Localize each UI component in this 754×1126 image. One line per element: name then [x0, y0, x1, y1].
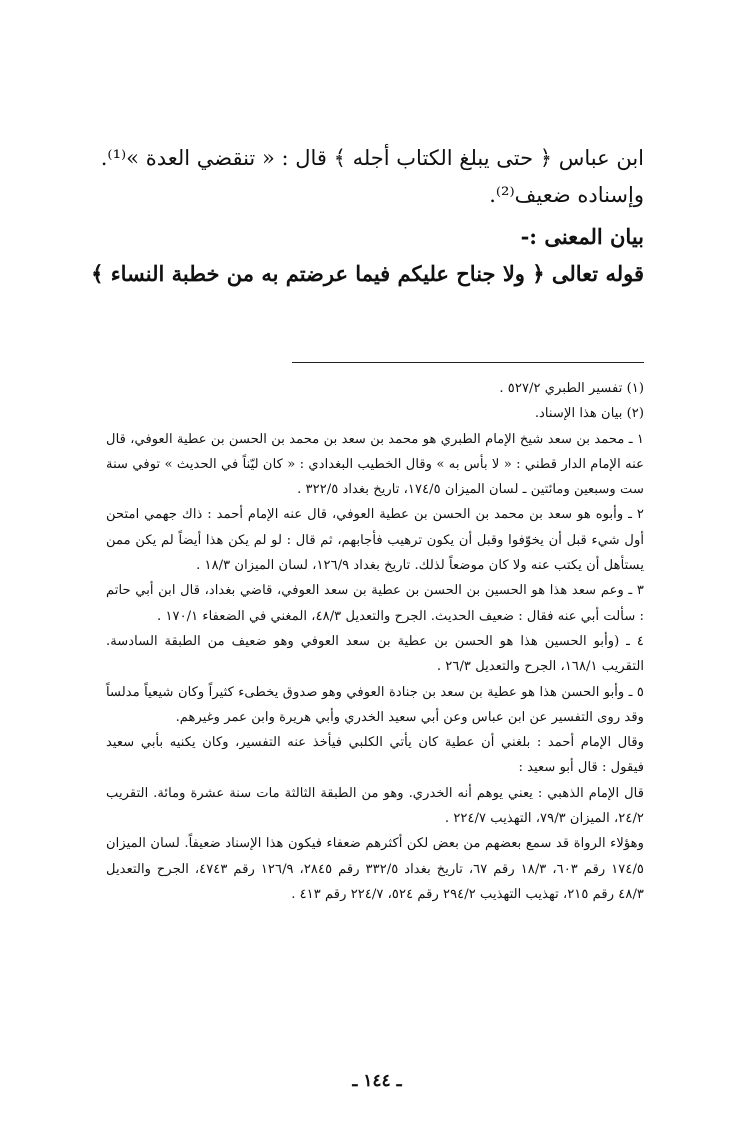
- footnote-1: (١) تفسير الطبري ٥٢٧/٢ .: [499, 381, 644, 396]
- footnote-separator: [292, 362, 644, 363]
- narrator-2: ٢ ـ وأبوه هو سعد بن محمد بن الحسن بن عطية العوفي، قال عنه الإمام أحمد : ذاك جهمي امتحن أول شيء قبل أن يخوّفوا وقبل أن يكون ترهيب فأجابهم، ثم قال : لو لم يكن هذا أيضاً لم يكن ممن يستأهل أن يكتب عنه ولا كان موضعاً لذلك. تاريخ بغداد ١٢٦/٩، لسان الميزان ١٨/٣ .: [106, 507, 644, 574]
- note-conclusion: وهؤلاء الرواة قد سمع بعضهم من بعض لكن أكثرهم ضعفاء فيكون هذا الإسناد ضعيفاً. لسان الميزان ١٧٤/٥ رقم ٦٠٣، ١٨/٣ رقم ٦٧، تاريخ بغداد ٣٣٢/٥ رقم ٢٨٤٥، ١٢٦/٩ رقم ٤٧٤٣، الجرح والتعديل ٤٨/٣ رقم ٢١٥، تهذيب التهذيب ٢٩٤/٢ رقم ٥٢٤، ٢٢٤/٧ رقم ٤١٣ .: [106, 836, 644, 902]
- narrator-3: ٣ ـ وعم سعد هذا هو الحسين بن الحسن بن عطية بن سعد العوفي، قاضي بغداد، قال ابن أبي حاتم : سألت أبي عنه فقال : ضعيف الحديث. الجرح والتعديل ٤٨/٣، المغني في الضعفاء ١٧٠/١ .: [106, 583, 644, 624]
- narrator-4: ٤ ـ (وأبو الحسين هذا هو الحسن بن عطية بن سعد العوفي وهو ضعيف من الطبقة السادسة. التقريب ١٦٨/١، الجرح والتعديل ٢٦/٣ .: [106, 633, 644, 675]
- note-ahmad: وقال الإمام أحمد : بلغني أن عطية كان يأتي الكلبي فيأخذ عنه التفسير، وكان يكنيه بأبي سعيد فيقول : قال أبو سعيد :: [106, 735, 644, 776]
- main-text: [91, 140, 644, 292]
- main-line-1: ابن عباس ﴿ حتى يبلغ الكتاب أجله ﴾ قال : « تنقضي العدة »⁽¹⁾.: [100, 146, 644, 170]
- section-heading: بيان المعنى :-: [520, 224, 644, 249]
- note-dhahabi: قال الإمام الذهبي : يعني يوهم أنه الخدري. وهو من الطبقة الثالثة مات سنة عشرة ومائة. التقريب ٢٤/٢، الميزان ٧٩/٣، التهذيب ٢٢٤/٧ .: [106, 785, 644, 827]
- narrator-5: ٥ ـ وأبو الحسن هذا هو عطية بن سعد بن جنادة العوفي وهو صدوق يخطىء كثيراً وكان شيعياً مدلساً وقد روى التفسير عن ابن عباس وعن أبي سعيد الخدري وأبي هريرة وابن عمر وغيرهم.: [106, 684, 644, 725]
- narrator-1: ١ ـ محمد بن سعد شيخ الإمام الطبري هو محمد بن سعد بن محمد بن الحسن بن عطية العوفي، قال عنه الإمام الدار قطني : « لا بأس به » وقال الخطيب البغدادي : « كان ليّناً في الحديث » توفي سنة ست وسبعين ومائتين ـ لسان الميزان ١٧٤/٥، تاريخ بغداد ٣٢٢/٥ .: [106, 431, 644, 498]
- page-number: ـ ١٤٤ ـ: [352, 1071, 402, 1091]
- main-line-2: وإسناده ضعيف⁽²⁾.: [489, 183, 644, 207]
- footnotes: [106, 376, 644, 907]
- footnote-2: (٢) بيان هذا الإسناد.: [534, 406, 644, 422]
- verse-line: قوله تعالى ﴿ ولا جناح عليكم فيما عرضتم به من خطبة النساء ﴾: [91, 261, 644, 286]
